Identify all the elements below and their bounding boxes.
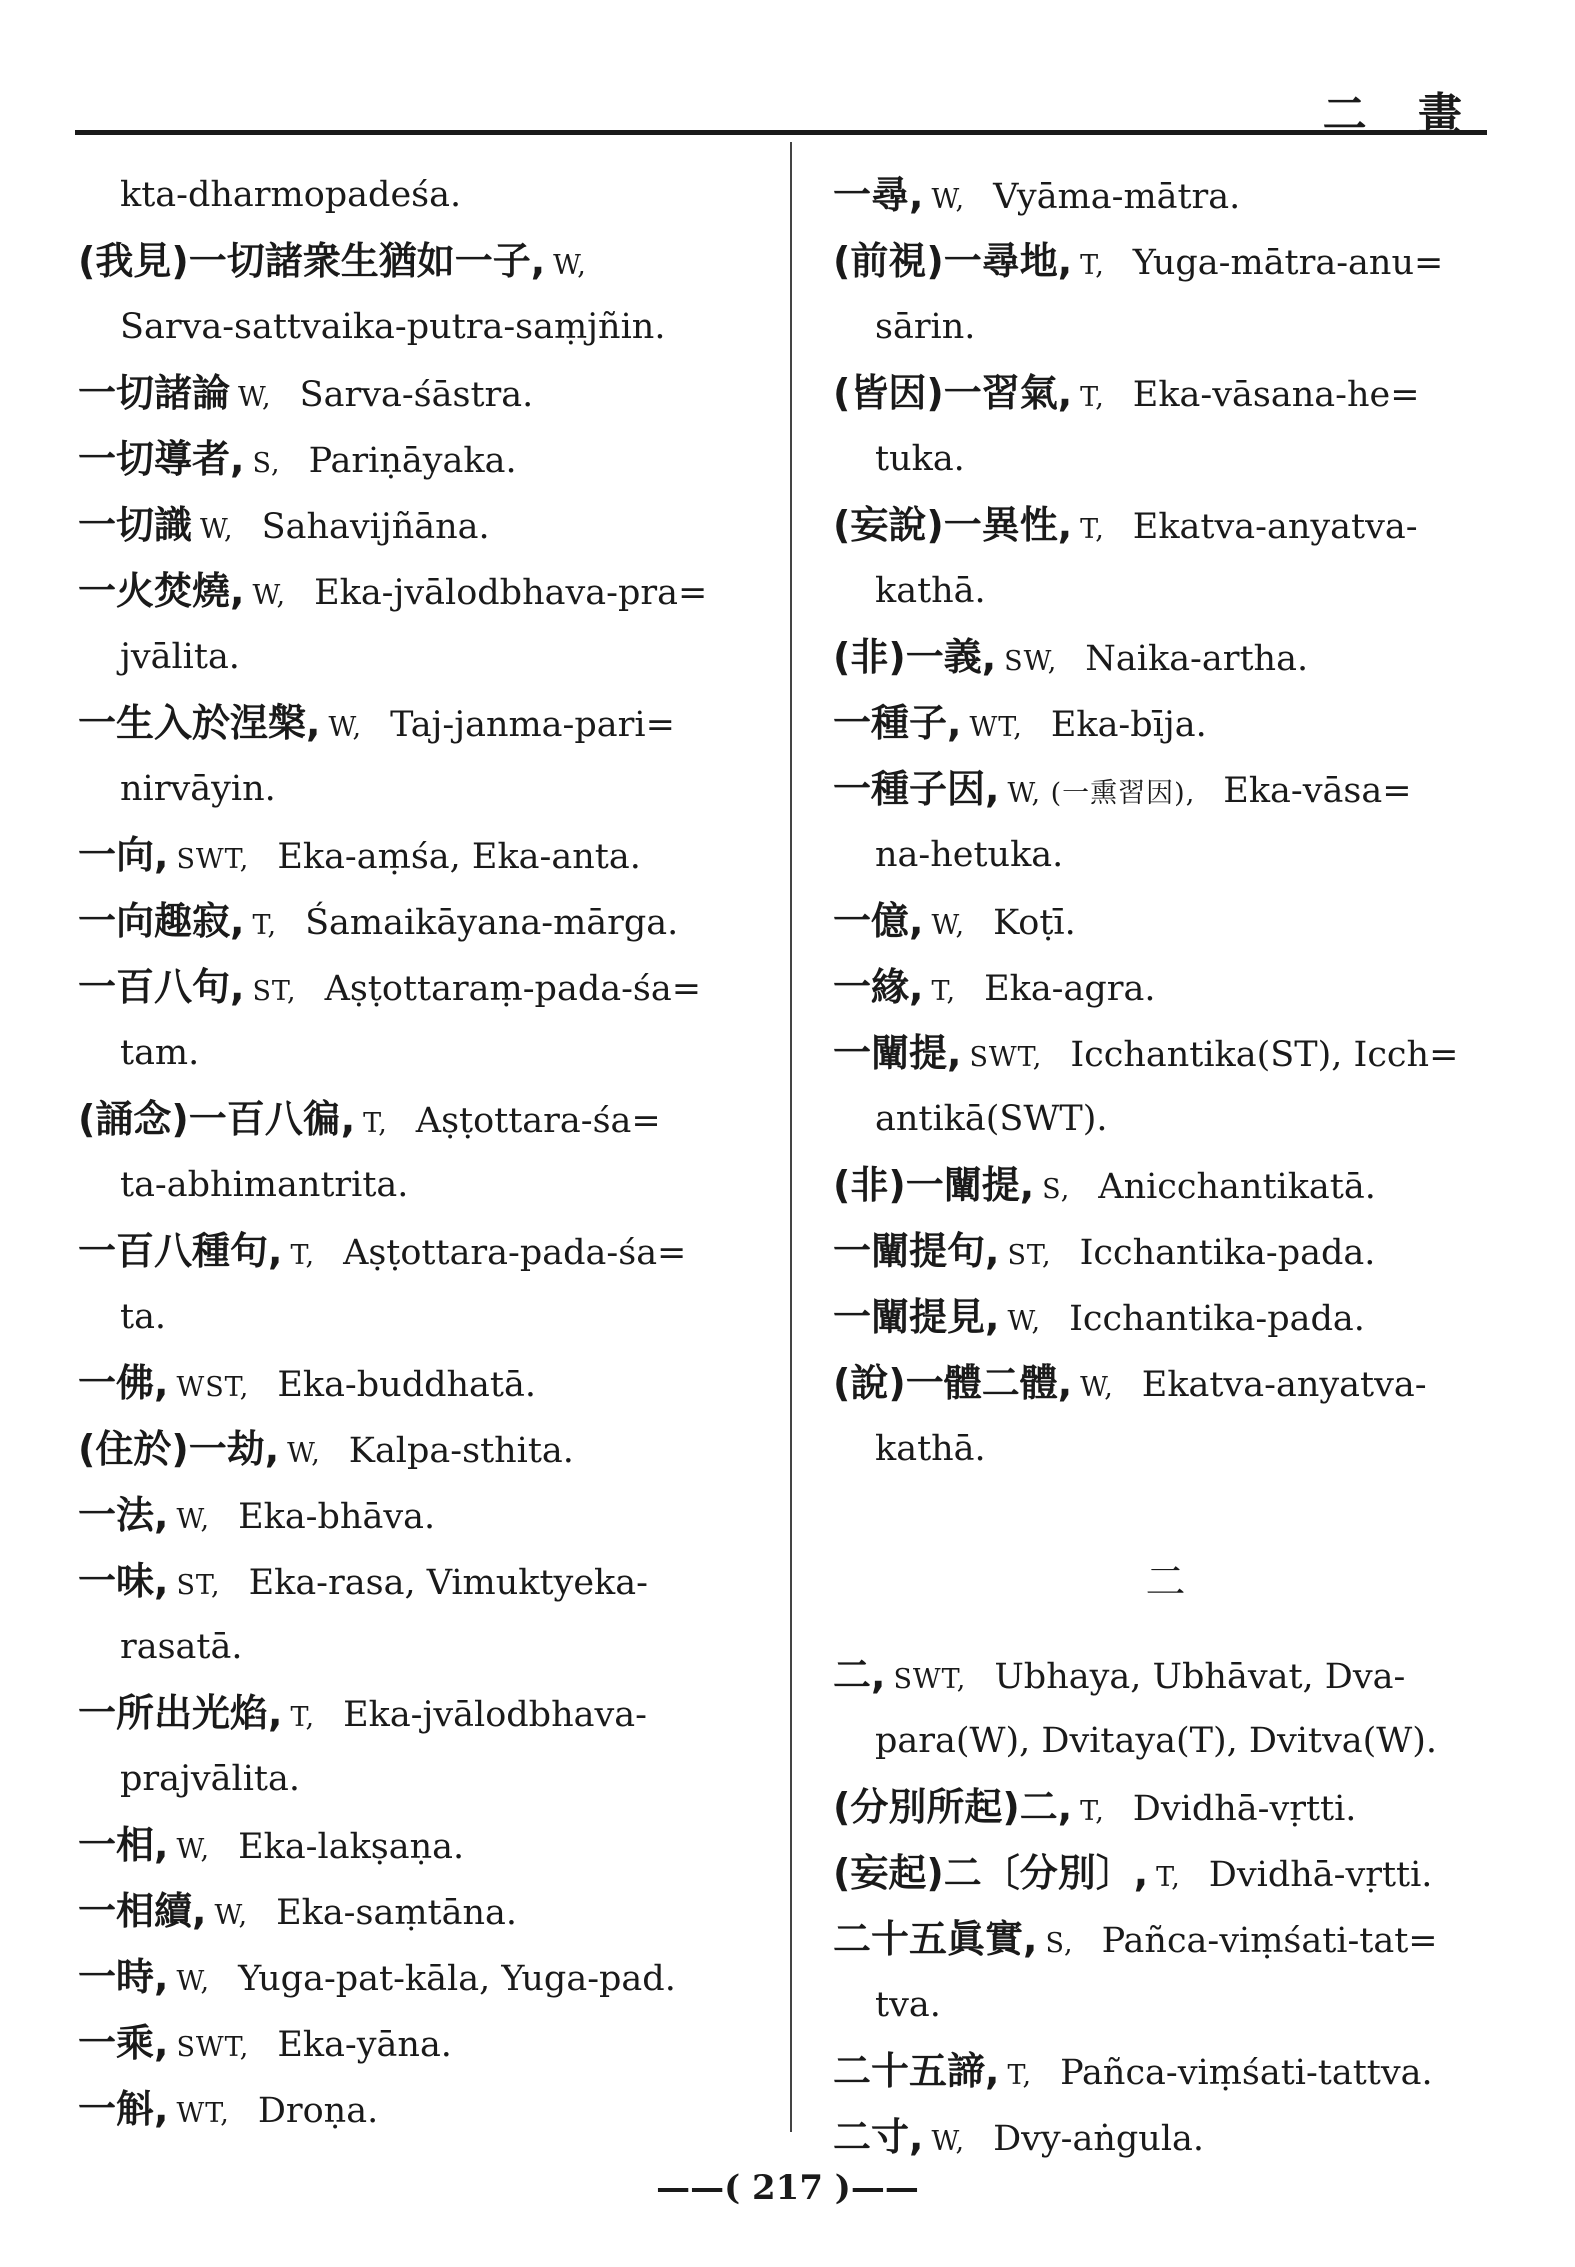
- entry-source-tag: T,: [1156, 1862, 1181, 1893]
- entry-line: [78, 822, 748, 888]
- entry-headword: (誦念)一百八徧,: [78, 1097, 356, 1141]
- entry-headword: 一味,: [78, 1559, 169, 1603]
- entry-source-tag: WT,: [176, 2098, 230, 2129]
- entry-sanskrit: Eka-lakṣaṇa.: [238, 1827, 465, 1867]
- entry-headword: 一相,: [78, 1823, 169, 1867]
- entry-headword: 一向,: [78, 833, 169, 877]
- entry-source-tag: W,: [238, 382, 272, 413]
- entry-headword: 一闡提見,: [833, 1295, 1000, 1339]
- entry-source-tag: WST,: [176, 1372, 250, 1403]
- right-column: [833, 162, 1498, 2170]
- entry-sanskrit: Pañca-viṃśati-tattva.: [1060, 2053, 1433, 2093]
- entry-line: [833, 1906, 1498, 1972]
- entry-sanskrit: Naika-artha.: [1085, 639, 1309, 679]
- entry-headword: 一尋,: [833, 173, 924, 217]
- entry-sanskrit: Pariṇāyaka.: [308, 441, 517, 481]
- entry-line: [78, 228, 748, 294]
- entry-sanskrit: Eka-vāsana-he=: [1132, 375, 1420, 415]
- entry-line: [78, 1614, 748, 1680]
- entry-sanskrit: Eka-bhāva.: [238, 1497, 436, 1537]
- entry-line: [78, 558, 748, 624]
- entry-line: [833, 1708, 1498, 1774]
- entry-sanskrit: kathā.: [875, 571, 986, 611]
- entry-sanskrit: Yuga-pat-kāla, Yuga-pad.: [238, 1959, 676, 1999]
- entry-headword: 一相續,: [78, 1889, 207, 1933]
- running-head: 二 畫: [1322, 89, 1480, 140]
- entry-source-tag: T,: [363, 1108, 388, 1139]
- entry-headword: (分別所起)二,: [833, 1785, 1073, 1829]
- entry-line: [78, 1086, 748, 1152]
- entry-headword: (非)一義,: [833, 635, 997, 679]
- entry-line: [833, 1774, 1498, 1840]
- entry-sanskrit: Icchantika-pada.: [1079, 1233, 1376, 1273]
- entry-sanskrit: Anicchantikatā.: [1098, 1167, 1376, 1207]
- entry-sanskrit: Eka-saṃtāna.: [276, 1893, 517, 1933]
- entry-headword: 一億,: [833, 899, 924, 943]
- entry-source-tag: W,: [328, 712, 363, 743]
- entry-line: [78, 1878, 748, 1944]
- entry-sanskrit: Yuga-mātra-anu=: [1132, 243, 1444, 283]
- entry-source-tag: SWT,: [893, 1664, 967, 1695]
- entry-line: [78, 1284, 748, 1350]
- entry-line: [78, 1680, 748, 1746]
- entry-headword: 一佛,: [78, 1361, 169, 1405]
- entry-source-tag: W,: [1080, 1372, 1114, 1403]
- entry-sanskrit: Eka-bīja.: [1050, 705, 1207, 745]
- entry-sanskrit: para(W), Dvitaya(T), Dvitva(W).: [875, 1721, 1438, 1761]
- entry-headword: (住於)一劫,: [78, 1427, 280, 1471]
- column-divider: [790, 142, 792, 2132]
- entry-headword: (前視)一尋地,: [833, 239, 1073, 283]
- entry-line: [833, 558, 1498, 624]
- entry-line: [78, 2010, 748, 2076]
- entry-sanskrit: Vyāma-mātra.: [993, 177, 1241, 217]
- entry-source-tag: S,: [252, 448, 281, 479]
- entry-headword: (妄起)二〔分別〕,: [833, 1851, 1149, 1895]
- entry-headword: 一切諸論: [78, 371, 231, 415]
- entry-line: [78, 426, 748, 492]
- entry-source-tag: W,: [931, 910, 966, 941]
- entry-line: [78, 756, 748, 822]
- entry-sanskrit: tuka.: [875, 439, 965, 479]
- entry-sanskrit: Droṇa.: [257, 2091, 379, 2131]
- entry-line: [833, 426, 1498, 492]
- entry-headword: 一百八種句,: [78, 1229, 283, 1273]
- entry-source-tag: S,: [1042, 1174, 1071, 1205]
- entry-line: [78, 1548, 748, 1614]
- entry-line: [833, 822, 1498, 888]
- entry-line: [78, 954, 748, 1020]
- entry-headword: 一所出光焰,: [78, 1691, 283, 1735]
- entry-sanskrit: tam.: [120, 1033, 200, 1073]
- entry-source-tag: W, (一熏習因),: [1007, 778, 1196, 809]
- entry-sanskrit: Dvidhā-vṛtti.: [1132, 1789, 1357, 1829]
- entry-sanskrit: Eka-agra.: [984, 969, 1156, 1009]
- entry-line: [78, 1944, 748, 2010]
- entry-line: [78, 1812, 748, 1878]
- entry-source-tag: W,: [176, 1834, 211, 1865]
- entry-source-tag: W,: [252, 580, 287, 611]
- entry-sanskrit: ta.: [120, 1297, 167, 1337]
- entry-source-tag: W,: [214, 1900, 249, 1931]
- entry-sanskrit: Sarva-śāstra.: [299, 375, 534, 415]
- entry-sanskrit: jvālita.: [120, 637, 240, 677]
- entry-headword: 一時,: [78, 1955, 169, 1999]
- entry-line: [78, 1350, 748, 1416]
- entry-sanskrit: prajvālita.: [120, 1759, 300, 1799]
- entry-line: [78, 1218, 748, 1284]
- entry-line: [78, 888, 748, 954]
- entry-headword: 二十五眞實,: [833, 1917, 1038, 1961]
- entry-source-tag: SW,: [1004, 646, 1058, 677]
- entry-sanskrit: rasatā.: [120, 1627, 243, 1667]
- entry-sanskrit: tva.: [875, 1985, 941, 2025]
- entry-source-tag: T,: [252, 910, 278, 941]
- entry-line: [833, 1218, 1498, 1284]
- entry-source-tag: T,: [290, 1240, 316, 1271]
- entry-source-tag: T,: [1080, 250, 1105, 281]
- entry-line: [78, 492, 748, 558]
- entry-sanskrit: Koṭī.: [993, 903, 1076, 943]
- entry-sanskrit: Eka-rasa, Vimuktyeka-: [248, 1563, 648, 1603]
- entry-line: [833, 492, 1498, 558]
- entry-line: [78, 690, 748, 756]
- entry-sanskrit: Ekatva-anyatva-: [1141, 1365, 1427, 1405]
- entry-source-tag: W,: [176, 1966, 211, 1997]
- entry-line: [833, 954, 1498, 1020]
- entry-headword: 一闡提,: [833, 1031, 962, 1075]
- entry-sanskrit: Śamaikāyana-mārga.: [305, 903, 679, 943]
- entry-line: [833, 228, 1498, 294]
- entry-line: [833, 1086, 1498, 1152]
- entry-source-tag: W,: [931, 2126, 966, 2157]
- entry-sanskrit: Icchantika-pada.: [1069, 1299, 1365, 1339]
- entry-line: [833, 1020, 1498, 1086]
- entry-sanskrit: Pañca-viṃśati-tat=: [1101, 1921, 1438, 1961]
- entry-line: [833, 1284, 1498, 1350]
- entry-headword: 二,: [833, 1653, 886, 1697]
- entry-source-tag: W,: [1007, 1306, 1042, 1337]
- entry-sanskrit: Eka-buddhatā.: [277, 1365, 536, 1405]
- entry-sanskrit: Eka-jvālodbhava-: [343, 1695, 647, 1735]
- entry-sanskrit: Aṣṭottaraṃ-pada-śa=: [324, 969, 702, 1009]
- entry-sanskrit: Eka-yāna.: [277, 2025, 452, 2065]
- entry-sanskrit: Eka-vāsa=: [1223, 771, 1412, 811]
- entry-source-tag: T,: [1080, 382, 1105, 413]
- entry-line: [833, 1840, 1498, 1906]
- entry-headword: 一種子,: [833, 701, 962, 745]
- entry-sanskrit: Dvidhā-vṛtti.: [1208, 1855, 1433, 1895]
- entry-source-tag: W,: [287, 1438, 321, 1469]
- entry-sanskrit: Eka-jvālodbhava-pra=: [314, 573, 708, 613]
- entry-headword: (妄說)一異性,: [833, 503, 1073, 547]
- entry-line: [833, 624, 1498, 690]
- entry-headword: 一乘,: [78, 2021, 169, 2065]
- entry-headword: 一百八句,: [78, 965, 245, 1009]
- entry-line: [833, 1350, 1498, 1416]
- section-gap: [833, 1482, 1498, 1522]
- left-column: [78, 162, 748, 2142]
- entry-source-tag: W,: [931, 184, 966, 215]
- entry-sanskrit: kta-dharmopadeśa.: [120, 175, 462, 215]
- entry-line: [78, 360, 748, 426]
- section-heading: 二: [1145, 1559, 1186, 1605]
- entry-source-tag: WT,: [969, 712, 1023, 743]
- entry-line: [833, 162, 1498, 228]
- entry-line: [833, 1416, 1498, 1482]
- entry-source-tag: S,: [1045, 1928, 1074, 1959]
- entry-line: [833, 360, 1498, 426]
- entry-headword: 一種子因,: [833, 767, 1000, 811]
- entry-headword: 一斛,: [78, 2087, 169, 2131]
- entry-source-tag: T,: [1080, 1796, 1105, 1827]
- entry-line: [833, 294, 1498, 360]
- entry-sanskrit: Eka-aṃśa, Eka-anta.: [277, 837, 641, 877]
- entry-line: [833, 690, 1498, 756]
- entry-source-tag: W,: [200, 514, 234, 545]
- entry-source-tag: W,: [553, 250, 587, 281]
- entry-source-tag: T,: [931, 976, 957, 1007]
- entry-source-tag: ST,: [1007, 1240, 1052, 1271]
- entry-headword: 一火焚燒,: [78, 569, 245, 613]
- entry-line: [78, 1416, 748, 1482]
- entry-sanskrit: Ubhaya, Ubhāvat, Dva-: [994, 1657, 1406, 1697]
- entry-source-tag: SWT,: [176, 2032, 250, 2063]
- entry-sanskrit: antikā(SWT).: [875, 1099, 1108, 1139]
- entry-headword: (說)一體二體,: [833, 1361, 1073, 1405]
- entry-line: [78, 1152, 748, 1218]
- entry-line: [833, 2038, 1498, 2104]
- entry-sanskrit: Sahavijñāna.: [261, 507, 490, 547]
- entry-source-tag: W,: [176, 1504, 211, 1535]
- entry-line: [833, 1152, 1498, 1218]
- entry-headword: 一向趣寂,: [78, 899, 245, 943]
- entry-source-tag: T,: [1007, 2060, 1033, 2091]
- entry-sanskrit: Icchantika(ST), Icch=: [1070, 1035, 1459, 1075]
- entry-headword: (非)一闡提,: [833, 1163, 1035, 1207]
- entry-line: [833, 888, 1498, 954]
- entry-line: [78, 1020, 748, 1086]
- entry-line: [78, 1746, 748, 1812]
- entry-headword: 一緣,: [833, 965, 924, 1009]
- entry-sanskrit: Ekatva-anyatva-: [1132, 507, 1418, 547]
- entry-headword: 一法,: [78, 1493, 169, 1537]
- entry-headword: 二十五諦,: [833, 2049, 1000, 2093]
- entry-source-tag: SWT,: [969, 1042, 1043, 1073]
- entry-sanskrit: Aṣṭottara-śa=: [415, 1101, 661, 1141]
- entry-sanskrit: nirvāyin.: [120, 769, 276, 809]
- entry-line: [833, 1642, 1498, 1708]
- entry-source-tag: T,: [1080, 514, 1105, 545]
- entry-headword: 一切導者,: [78, 437, 245, 481]
- entry-sanskrit: sārin.: [875, 307, 976, 347]
- entry-headword: (我見)一切諸衆生猶如一子,: [78, 239, 546, 283]
- entry-headword: 二寸,: [833, 2115, 924, 2159]
- entry-headword: (皆因)一習氣,: [833, 371, 1073, 415]
- entry-line: [833, 1972, 1498, 2038]
- entry-sanskrit: na-hetuka.: [875, 835, 1064, 875]
- entry-sanskrit: Aṣṭottara-pada-śa=: [343, 1233, 687, 1273]
- page-number: ——( 217 )——: [656, 2168, 919, 2208]
- entry-line: [78, 162, 748, 228]
- entry-sanskrit: Dvy-aṅgula.: [993, 2119, 1205, 2159]
- entry-headword: 一生入於涅槃,: [78, 701, 321, 745]
- entry-sanskrit: Kalpa-sthita.: [348, 1431, 574, 1471]
- entry-sanskrit: Sarva-sattvaika-putra-saṃjñin.: [120, 307, 666, 347]
- entry-sanskrit: kathā.: [875, 1429, 986, 1469]
- entry-source-tag: SWT,: [176, 844, 250, 875]
- entry-line: [78, 1482, 748, 1548]
- entry-sanskrit: Taj-janma-pari=: [390, 705, 675, 745]
- entry-line: [833, 756, 1498, 822]
- entry-source-tag: T,: [290, 1702, 316, 1733]
- entry-source-tag: ST,: [176, 1570, 221, 1601]
- entry-source-tag: ST,: [252, 976, 297, 1007]
- entry-line: [833, 2104, 1498, 2170]
- entry-line: [78, 624, 748, 690]
- entry-headword: 一闡提句,: [833, 1229, 1000, 1273]
- entry-line: [78, 294, 748, 360]
- entry-line: [78, 2076, 748, 2142]
- entry-sanskrit: ta-abhimantrita.: [120, 1165, 409, 1205]
- entry-headword: 一切識: [78, 503, 193, 547]
- header-rule: [75, 130, 1487, 135]
